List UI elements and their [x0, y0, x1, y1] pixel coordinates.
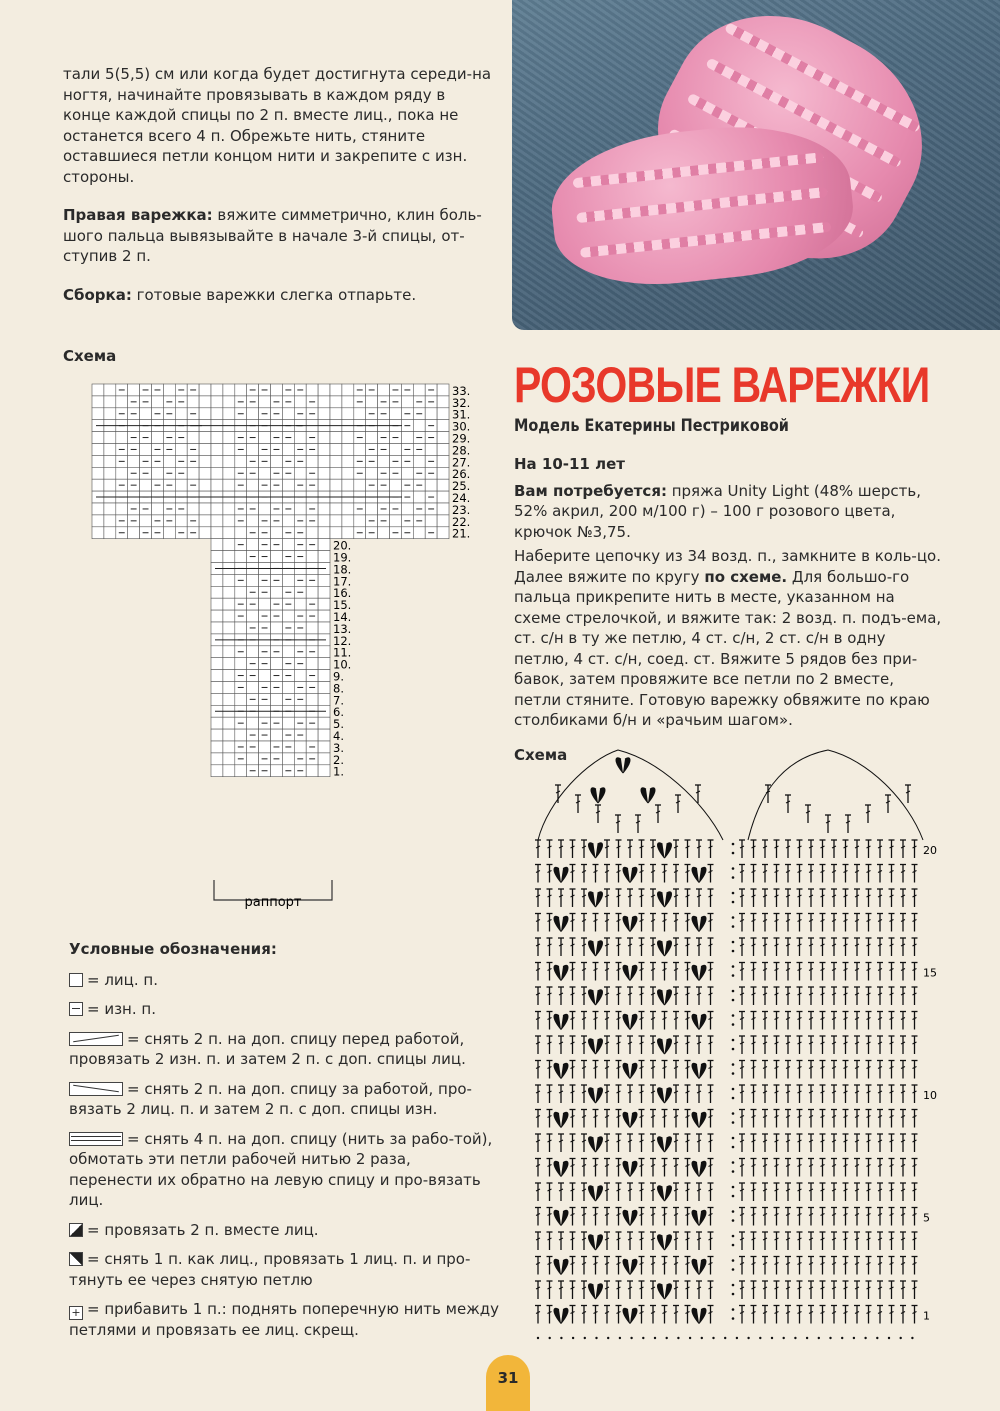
increase-icon: + [69, 1306, 83, 1320]
row-label: 18. [333, 562, 352, 577]
crochet-row-number: 5 [923, 1211, 930, 1225]
row-label: 28. [452, 443, 471, 458]
right-mitten-label: Правая варежка: [63, 206, 213, 224]
knit-chart-label: Схема [63, 347, 117, 365]
legend-ssk: = снять 1 п. как лиц., провязать 1 лиц. п. и про-тянуть ее через снятую петлю [69, 1250, 471, 1289]
legend-title: Условные обозначения: [69, 940, 277, 958]
row-label: 1. [333, 764, 344, 779]
crochet-chart [528, 740, 948, 1355]
purl-stitch-icon [69, 1002, 83, 1016]
cable-back-icon [69, 1082, 123, 1096]
legend-cable-front: = снять 2 п. на доп. спицу перед работой, провязать 2 изн. п. и затем 2 п. с доп. спицы лиц. [69, 1029, 466, 1068]
row-label: 7. [333, 693, 344, 708]
row-label: 6. [333, 705, 344, 720]
legend-knit: = лиц. п. [69, 970, 499, 991]
row-label: 8. [333, 681, 344, 696]
age-line: На 10-11 лет [514, 455, 625, 473]
knit-chart-grid [92, 384, 449, 777]
row-label: 33. [452, 383, 471, 398]
row-label: 16. [333, 586, 352, 601]
row-label: 25. [452, 479, 471, 494]
legend-cable-back: = снять 2 п. на доп. спицу за работой, про-вязать 2 лиц. п. и затем 2 п. с доп. спицы изн. [69, 1079, 472, 1118]
row-label: 3. [333, 740, 344, 755]
k2tog-icon [69, 1223, 83, 1237]
legend-k2tog: = провязать 2 п. вместе лиц. [69, 1220, 499, 1241]
instructions-paragraph: Наберите цепочку из 34 возд. п., замкните в коль-цо. Далее вяжите по кругу по схеме. Для большо-го пальца прикрепите нить в месте, указанном на схеме стрелочкой, и вяжите так: 2 возд. п. подъ-ема, ст. с/н в ту же петлю, 4 ст. с/н, 2 ст. с/н в одну петлю, 4 ст. с/н, соед. ст. Вяжите 5 рядов без при-бавок, затем провяжите все петли по 2 вместе, петли стяните. Готовую варежку обвяжите по краю столбиками б/н и «рачьим шагом». [514, 547, 942, 729]
row-label: 2. [333, 752, 344, 767]
row-label: 9. [333, 669, 344, 684]
row-label: 5. [333, 717, 344, 732]
row-label: 21. [452, 526, 471, 541]
crochet-row-number: 20 [923, 844, 937, 857]
right-text-column [514, 454, 944, 735]
assembly-text: готовые варежки слегка отпарьте. [131, 285, 417, 304]
row-label: 17. [333, 574, 352, 589]
assembly-label: Сборка: [63, 285, 132, 304]
paragraph-finishing: тали 5(5,5) см или когда будет достигнута середи-на ногтя, начинайте провязывать в каждом ряду в конце каждой спицы по 2 п. вместе лиц., пока не останется всего 4 п. Обрежьте нить, стяните оставшиеся петли концом нити и закрепите с изн. стороны. [63, 65, 492, 186]
left-text-column [63, 64, 493, 323]
ssk-icon [69, 1252, 83, 1266]
row-label: 32. [452, 395, 471, 410]
paragraph-right-mitten [63, 205, 493, 267]
legend-increase: + = прибавить 1 п.: поднять поперечную нить между петлями и провязать ее лиц. скрещ. [69, 1300, 499, 1339]
row-label: 23. [452, 502, 471, 517]
crochet-row-number: 1 [923, 1309, 930, 1323]
crochet-row-labels [923, 844, 937, 1323]
row-label: 12. [333, 633, 352, 648]
right-mitten-text: вяжите симметрично, клин боль-шого пальца вывязывайте в начале 3-й спицы, от-ступив 2 п. [63, 206, 482, 265]
page-number: 31 [486, 1355, 530, 1411]
mittens-photo [512, 0, 1000, 330]
row-label: 15. [333, 598, 352, 613]
legend [69, 939, 499, 1350]
row-label: 31. [452, 407, 471, 422]
row-label: 11. [333, 645, 352, 660]
row-label: 24. [452, 491, 471, 505]
crochet-chart-label: Схема [514, 746, 568, 764]
cable-front-icon [69, 1032, 123, 1046]
legend-wrap: = снять 4 п. на доп. спицу (нить за рабо-той), обмотать эти петли рабочей нитью 2 раза, перенести их обратно на левую спицу и про-вязать лиц. [69, 1129, 493, 1209]
wrap-stitches-icon [69, 1132, 123, 1146]
row-label: 4. [333, 729, 344, 743]
materials-paragraph: Вам потребуется: пряжа Unity Light (48% шерсть, 52% акрил, 200 м/100 г) – 100 г розового цвета, крючок №3,75. [514, 481, 921, 541]
knitting-chart [60, 380, 490, 915]
row-label: 29. [452, 431, 471, 446]
article-author: Модель Екатерины Пестриковой [514, 416, 789, 436]
paragraph-assembly [63, 285, 493, 306]
row-label: 26. [452, 467, 471, 482]
row-label: 14. [333, 610, 352, 624]
article-title: РОЗОВЫЕ ВАРЕЖКИ [514, 357, 930, 413]
row-label: 13. [333, 621, 352, 636]
row-label: 20. [333, 538, 352, 553]
legend-purl: = изн. п. [69, 999, 499, 1020]
row-label: 30. [452, 419, 471, 434]
row-label: 19. [333, 550, 352, 565]
crochet-symbols [535, 750, 923, 1339]
repeat-label: раппорт [244, 895, 302, 910]
crochet-row-number: 10 [923, 1089, 937, 1102]
row-label: 10. [333, 657, 352, 672]
row-label: 22. [452, 514, 471, 529]
row-label: 27. [452, 455, 471, 470]
knit-stitch-icon [69, 973, 83, 987]
crochet-row-number: 15 [923, 966, 937, 980]
